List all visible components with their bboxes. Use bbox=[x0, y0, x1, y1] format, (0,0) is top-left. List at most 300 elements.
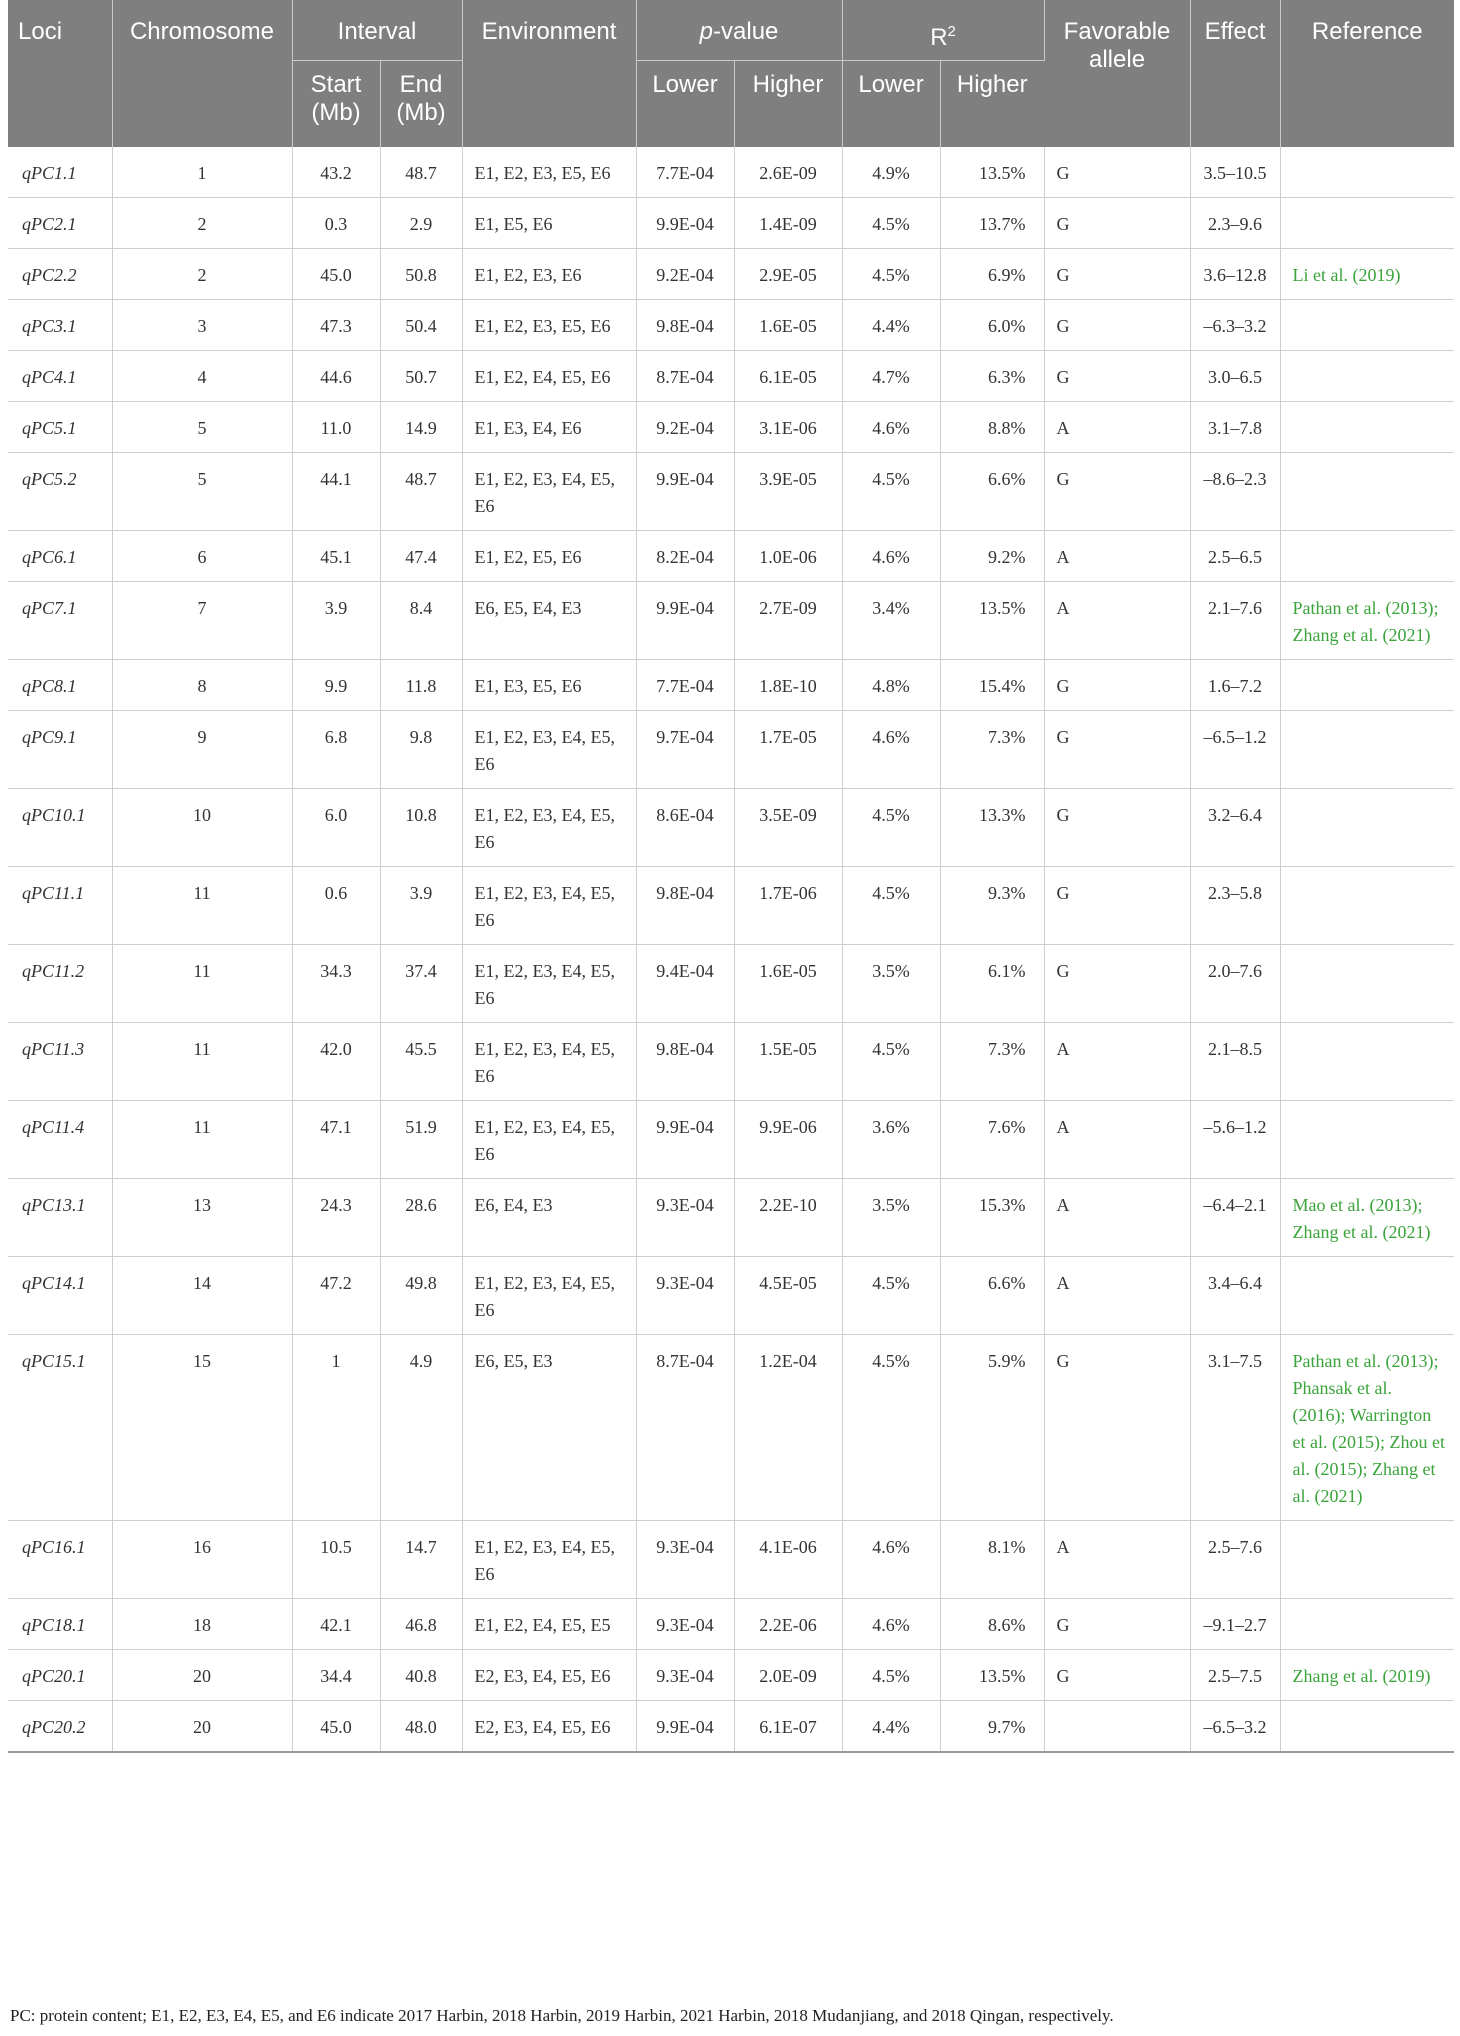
loci-cell: qPC13.1 bbox=[8, 1179, 112, 1257]
interval-start-cell: 6.8 bbox=[292, 711, 380, 789]
header-r2-higher: Higher bbox=[940, 61, 1044, 148]
header-favorable-allele: Favorable allele bbox=[1044, 0, 1190, 147]
pvalue-lower-cell: 9.9E-04 bbox=[636, 453, 734, 531]
interval-end-cell: 46.8 bbox=[380, 1599, 462, 1650]
pvalue-lower-cell: 9.9E-04 bbox=[636, 582, 734, 660]
effect-cell: 2.1–7.6 bbox=[1190, 582, 1280, 660]
loci-cell: qPC11.3 bbox=[8, 1023, 112, 1101]
pvalue-higher-cell: 2.2E-06 bbox=[734, 1599, 842, 1650]
loci-cell: qPC2.2 bbox=[8, 249, 112, 300]
pvalue-lower-cell: 9.2E-04 bbox=[636, 249, 734, 300]
pvalue-lower-cell: 7.7E-04 bbox=[636, 147, 734, 198]
pvalue-lower-cell: 9.9E-04 bbox=[636, 1101, 734, 1179]
chromosome-cell: 20 bbox=[112, 1650, 292, 1701]
chromosome-cell: 2 bbox=[112, 198, 292, 249]
favorable-allele-cell: A bbox=[1044, 1521, 1190, 1599]
table-row bbox=[8, 1023, 1454, 1101]
environment-cell: E1, E3, E4, E6 bbox=[462, 402, 636, 453]
loci-cell: qPC8.1 bbox=[8, 660, 112, 711]
favorable-allele-cell: G bbox=[1044, 867, 1190, 945]
r2-higher-cell: 8.8% bbox=[940, 402, 1044, 453]
interval-start-cell: 44.1 bbox=[292, 453, 380, 531]
table-row bbox=[8, 198, 1454, 249]
favorable-allele-cell: G bbox=[1044, 1599, 1190, 1650]
header-effect: Effect bbox=[1190, 0, 1280, 147]
r2-lower-cell: 4.6% bbox=[842, 1599, 940, 1650]
interval-start-cell: 42.0 bbox=[292, 1023, 380, 1101]
r2-lower-cell: 3.5% bbox=[842, 1179, 940, 1257]
effect-cell: 3.0–6.5 bbox=[1190, 351, 1280, 402]
r2-higher-cell: 13.3% bbox=[940, 789, 1044, 867]
loci-cell: qPC2.1 bbox=[8, 198, 112, 249]
header-pvalue-italic: p bbox=[699, 18, 714, 45]
favorable-allele-cell: A bbox=[1044, 1023, 1190, 1101]
pvalue-lower-cell: 8.2E-04 bbox=[636, 531, 734, 582]
effect-cell: 3.6–12.8 bbox=[1190, 249, 1280, 300]
table-row bbox=[8, 1650, 1454, 1701]
favorable-allele-cell: G bbox=[1044, 300, 1190, 351]
interval-end-cell: 50.8 bbox=[380, 249, 462, 300]
r2-lower-cell: 4.4% bbox=[842, 300, 940, 351]
environment-cell: E2, E3, E4, E5, E6 bbox=[462, 1650, 636, 1701]
interval-end-cell: 50.4 bbox=[380, 300, 462, 351]
r2-lower-cell: 4.5% bbox=[842, 198, 940, 249]
interval-start-cell: 34.4 bbox=[292, 1650, 380, 1701]
table-row bbox=[8, 300, 1454, 351]
pvalue-higher-cell: 1.8E-10 bbox=[734, 660, 842, 711]
chromosome-cell: 5 bbox=[112, 402, 292, 453]
r2-lower-cell: 3.4% bbox=[842, 582, 940, 660]
effect-cell: 3.1–7.5 bbox=[1190, 1335, 1280, 1521]
effect-cell: –8.6–2.3 bbox=[1190, 453, 1280, 531]
favorable-allele-cell: G bbox=[1044, 1335, 1190, 1521]
pvalue-lower-cell: 8.6E-04 bbox=[636, 789, 734, 867]
header-loci: Loci bbox=[8, 0, 112, 147]
reference-cell bbox=[1280, 711, 1454, 789]
chromosome-cell: 6 bbox=[112, 531, 292, 582]
interval-end-cell: 50.7 bbox=[380, 351, 462, 402]
effect-cell: 2.0–7.6 bbox=[1190, 945, 1280, 1023]
loci-cell: qPC6.1 bbox=[8, 531, 112, 582]
chromosome-cell: 3 bbox=[112, 300, 292, 351]
pvalue-higher-cell: 6.1E-07 bbox=[734, 1701, 842, 1753]
chromosome-cell: 11 bbox=[112, 1101, 292, 1179]
effect-cell: 3.2–6.4 bbox=[1190, 789, 1280, 867]
pvalue-higher-cell: 1.7E-05 bbox=[734, 711, 842, 789]
r2-higher-cell: 6.6% bbox=[940, 1257, 1044, 1335]
interval-start-cell: 42.1 bbox=[292, 1599, 380, 1650]
chromosome-cell: 11 bbox=[112, 945, 292, 1023]
r2-lower-cell: 4.5% bbox=[842, 1023, 940, 1101]
effect-cell: 3.4–6.4 bbox=[1190, 1257, 1280, 1335]
r2-lower-cell: 4.5% bbox=[842, 1257, 940, 1335]
pvalue-higher-cell: 6.1E-05 bbox=[734, 351, 842, 402]
reference-cell bbox=[1280, 351, 1454, 402]
pvalue-higher-cell: 3.1E-06 bbox=[734, 402, 842, 453]
pvalue-lower-cell: 9.8E-04 bbox=[636, 300, 734, 351]
favorable-allele-cell: G bbox=[1044, 945, 1190, 1023]
reference-cell: Pathan et al. (2013); Zhang et al. (2021) bbox=[1280, 582, 1454, 660]
interval-start-cell: 47.2 bbox=[292, 1257, 380, 1335]
loci-cell: qPC11.1 bbox=[8, 867, 112, 945]
r2-lower-cell: 4.5% bbox=[842, 867, 940, 945]
favorable-allele-cell: A bbox=[1044, 1179, 1190, 1257]
environment-cell: E1, E3, E5, E6 bbox=[462, 660, 636, 711]
chromosome-cell: 13 bbox=[112, 1179, 292, 1257]
chromosome-cell: 5 bbox=[112, 453, 292, 531]
reference-cell: Li et al. (2019) bbox=[1280, 249, 1454, 300]
effect-cell: 2.3–9.6 bbox=[1190, 198, 1280, 249]
table-row bbox=[8, 711, 1454, 789]
table-row bbox=[8, 402, 1454, 453]
pvalue-lower-cell: 9.8E-04 bbox=[636, 867, 734, 945]
favorable-allele-cell: G bbox=[1044, 660, 1190, 711]
table-row bbox=[8, 1101, 1454, 1179]
environment-cell: E1, E2, E3, E4, E5, E6 bbox=[462, 1521, 636, 1599]
r2-lower-cell: 4.5% bbox=[842, 1650, 940, 1701]
pvalue-lower-cell: 9.3E-04 bbox=[636, 1521, 734, 1599]
table-row bbox=[8, 660, 1454, 711]
header-pvalue bbox=[636, 0, 842, 61]
reference-cell: Mao et al. (2013); Zhang et al. (2021) bbox=[1280, 1179, 1454, 1257]
qtl-table-container bbox=[8, 0, 1454, 1753]
environment-cell: E1, E2, E3, E5, E6 bbox=[462, 300, 636, 351]
pvalue-higher-cell: 1.6E-05 bbox=[734, 300, 842, 351]
pvalue-higher-cell: 2.7E-09 bbox=[734, 582, 842, 660]
interval-start-cell: 47.1 bbox=[292, 1101, 380, 1179]
chromosome-cell: 1 bbox=[112, 147, 292, 198]
environment-cell: E1, E2, E3, E4, E5, E6 bbox=[462, 1023, 636, 1101]
pvalue-lower-cell: 9.3E-04 bbox=[636, 1599, 734, 1650]
table-row bbox=[8, 945, 1454, 1023]
pvalue-lower-cell: 9.3E-04 bbox=[636, 1179, 734, 1257]
pvalue-higher-cell: 1.0E-06 bbox=[734, 531, 842, 582]
reference-cell bbox=[1280, 945, 1454, 1023]
interval-start-cell: 45.0 bbox=[292, 1701, 380, 1753]
r2-lower-cell: 4.6% bbox=[842, 531, 940, 582]
header-interval: Interval bbox=[292, 0, 462, 61]
interval-start-cell: 44.6 bbox=[292, 351, 380, 402]
r2-lower-cell: 4.4% bbox=[842, 1701, 940, 1753]
environment-cell: E1, E2, E3, E4, E5, E6 bbox=[462, 867, 636, 945]
r2-lower-cell: 4.5% bbox=[842, 789, 940, 867]
pvalue-higher-cell: 1.5E-05 bbox=[734, 1023, 842, 1101]
interval-end-cell: 40.8 bbox=[380, 1650, 462, 1701]
reference-cell bbox=[1280, 1023, 1454, 1101]
loci-cell: qPC5.1 bbox=[8, 402, 112, 453]
pvalue-higher-cell: 1.2E-04 bbox=[734, 1335, 842, 1521]
interval-start-cell: 34.3 bbox=[292, 945, 380, 1023]
table-row bbox=[8, 531, 1454, 582]
environment-cell: E6, E5, E4, E3 bbox=[462, 582, 636, 660]
r2-lower-cell: 4.6% bbox=[842, 1521, 940, 1599]
chromosome-cell: 11 bbox=[112, 1023, 292, 1101]
r2-higher-cell: 9.2% bbox=[940, 531, 1044, 582]
pvalue-higher-cell: 2.2E-10 bbox=[734, 1179, 842, 1257]
loci-cell: qPC16.1 bbox=[8, 1521, 112, 1599]
loci-cell: qPC3.1 bbox=[8, 300, 112, 351]
reference-cell bbox=[1280, 531, 1454, 582]
chromosome-cell: 4 bbox=[112, 351, 292, 402]
interval-end-cell: 14.9 bbox=[380, 402, 462, 453]
loci-cell: qPC18.1 bbox=[8, 1599, 112, 1650]
r2-higher-cell: 6.3% bbox=[940, 351, 1044, 402]
environment-cell: E1, E2, E3, E4, E5, E6 bbox=[462, 789, 636, 867]
interval-start-cell: 47.3 bbox=[292, 300, 380, 351]
effect-cell: 3.1–7.8 bbox=[1190, 402, 1280, 453]
chromosome-cell: 7 bbox=[112, 582, 292, 660]
pvalue-lower-cell: 7.7E-04 bbox=[636, 660, 734, 711]
loci-cell: qPC20.1 bbox=[8, 1650, 112, 1701]
pvalue-higher-cell: 9.9E-06 bbox=[734, 1101, 842, 1179]
environment-cell: E2, E3, E4, E5, E6 bbox=[462, 1701, 636, 1753]
chromosome-cell: 20 bbox=[112, 1701, 292, 1753]
table-row bbox=[8, 789, 1454, 867]
header-environment: Environment bbox=[462, 0, 636, 147]
pvalue-higher-cell: 1.6E-05 bbox=[734, 945, 842, 1023]
table-footnote: PC: protein content; E1, E2, E3, E4, E5, and E6 indicate 2017 Harbin, 2018 Harbin, 2019 Harbin, 2021 Harbin, 2018 Mudanjiang, and 2018 Qingan, respectively. bbox=[10, 2006, 1114, 2025]
pvalue-higher-cell: 2.9E-05 bbox=[734, 249, 842, 300]
r2-lower-cell: 4.5% bbox=[842, 249, 940, 300]
reference-cell bbox=[1280, 660, 1454, 711]
pvalue-higher-cell: 3.5E-09 bbox=[734, 789, 842, 867]
loci-cell: qPC15.1 bbox=[8, 1335, 112, 1521]
effect-cell: –6.4–2.1 bbox=[1190, 1179, 1280, 1257]
pvalue-lower-cell: 9.3E-04 bbox=[636, 1257, 734, 1335]
favorable-allele-cell: G bbox=[1044, 711, 1190, 789]
r2-higher-cell: 7.6% bbox=[940, 1101, 1044, 1179]
pvalue-lower-cell: 9.9E-04 bbox=[636, 1701, 734, 1753]
loci-cell: qPC5.2 bbox=[8, 453, 112, 531]
pvalue-lower-cell: 9.8E-04 bbox=[636, 1023, 734, 1101]
interval-end-cell: 49.8 bbox=[380, 1257, 462, 1335]
interval-end-cell: 47.4 bbox=[380, 531, 462, 582]
chromosome-cell: 8 bbox=[112, 660, 292, 711]
environment-cell: E6, E5, E3 bbox=[462, 1335, 636, 1521]
header-r2-sup: 2 bbox=[947, 23, 956, 40]
interval-end-cell: 48.0 bbox=[380, 1701, 462, 1753]
loci-cell: qPC10.1 bbox=[8, 789, 112, 867]
r2-higher-cell: 8.6% bbox=[940, 1599, 1044, 1650]
table-row bbox=[8, 582, 1454, 660]
interval-start-cell: 0.6 bbox=[292, 867, 380, 945]
r2-higher-cell: 7.3% bbox=[940, 1023, 1044, 1101]
interval-end-cell: 14.7 bbox=[380, 1521, 462, 1599]
interval-start-cell: 6.0 bbox=[292, 789, 380, 867]
loci-cell: qPC9.1 bbox=[8, 711, 112, 789]
interval-start-cell: 9.9 bbox=[292, 660, 380, 711]
effect-cell: –6.3–3.2 bbox=[1190, 300, 1280, 351]
pvalue-lower-cell: 9.4E-04 bbox=[636, 945, 734, 1023]
effect-cell: –5.6–1.2 bbox=[1190, 1101, 1280, 1179]
qtl-table bbox=[8, 0, 1454, 1753]
interval-end-cell: 11.8 bbox=[380, 660, 462, 711]
favorable-allele-cell: G bbox=[1044, 453, 1190, 531]
favorable-allele-cell: G bbox=[1044, 198, 1190, 249]
effect-cell: 2.5–7.6 bbox=[1190, 1521, 1280, 1599]
table-row bbox=[8, 1599, 1454, 1650]
r2-lower-cell: 4.6% bbox=[842, 711, 940, 789]
loci-cell: qPC1.1 bbox=[8, 147, 112, 198]
pvalue-higher-cell: 3.9E-05 bbox=[734, 453, 842, 531]
chromosome-cell: 16 bbox=[112, 1521, 292, 1599]
environment-cell: E1, E5, E6 bbox=[462, 198, 636, 249]
r2-higher-cell: 6.1% bbox=[940, 945, 1044, 1023]
loci-cell: qPC4.1 bbox=[8, 351, 112, 402]
r2-higher-cell: 6.0% bbox=[940, 300, 1044, 351]
header-r2-base: R bbox=[930, 24, 948, 51]
r2-lower-cell: 4.9% bbox=[842, 147, 940, 198]
favorable-allele-cell: G bbox=[1044, 147, 1190, 198]
interval-start-cell: 0.3 bbox=[292, 198, 380, 249]
favorable-allele-cell: G bbox=[1044, 1650, 1190, 1701]
reference-cell bbox=[1280, 867, 1454, 945]
interval-end-cell: 9.8 bbox=[380, 711, 462, 789]
interval-end-cell: 28.6 bbox=[380, 1179, 462, 1257]
reference-cell bbox=[1280, 1599, 1454, 1650]
interval-end-cell: 3.9 bbox=[380, 867, 462, 945]
favorable-allele-cell: G bbox=[1044, 351, 1190, 402]
environment-cell: E1, E2, E3, E4, E5, E6 bbox=[462, 1101, 636, 1179]
r2-lower-cell: 4.5% bbox=[842, 453, 940, 531]
r2-higher-cell: 9.7% bbox=[940, 1701, 1044, 1753]
reference-cell bbox=[1280, 1521, 1454, 1599]
reference-cell bbox=[1280, 453, 1454, 531]
pvalue-higher-cell: 2.0E-09 bbox=[734, 1650, 842, 1701]
effect-cell: 2.1–8.5 bbox=[1190, 1023, 1280, 1101]
header-interval-start: Start (Mb) bbox=[292, 61, 380, 148]
table-row bbox=[8, 351, 1454, 402]
chromosome-cell: 11 bbox=[112, 867, 292, 945]
r2-higher-cell: 13.5% bbox=[940, 147, 1044, 198]
effect-cell: 2.3–5.8 bbox=[1190, 867, 1280, 945]
environment-cell: E1, E2, E3, E4, E5, E6 bbox=[462, 711, 636, 789]
r2-lower-cell: 4.5% bbox=[842, 1335, 940, 1521]
interval-start-cell: 10.5 bbox=[292, 1521, 380, 1599]
table-row bbox=[8, 249, 1454, 300]
effect-cell: 2.5–7.5 bbox=[1190, 1650, 1280, 1701]
interval-start-cell: 45.0 bbox=[292, 249, 380, 300]
r2-lower-cell: 4.8% bbox=[842, 660, 940, 711]
reference-cell bbox=[1280, 300, 1454, 351]
r2-higher-cell: 13.7% bbox=[940, 198, 1044, 249]
table-header bbox=[8, 0, 1454, 147]
header-r2-lower: Lower bbox=[842, 61, 940, 148]
reference-cell bbox=[1280, 1101, 1454, 1179]
pvalue-lower-cell: 8.7E-04 bbox=[636, 351, 734, 402]
chromosome-cell: 9 bbox=[112, 711, 292, 789]
effect-cell: –6.5–1.2 bbox=[1190, 711, 1280, 789]
header-r2 bbox=[842, 0, 1044, 61]
reference-cell bbox=[1280, 147, 1454, 198]
r2-lower-cell: 3.5% bbox=[842, 945, 940, 1023]
pvalue-lower-cell: 9.2E-04 bbox=[636, 402, 734, 453]
r2-higher-cell: 5.9% bbox=[940, 1335, 1044, 1521]
loci-cell: qPC7.1 bbox=[8, 582, 112, 660]
reference-cell bbox=[1280, 1701, 1454, 1753]
table-row bbox=[8, 1335, 1454, 1521]
reference-cell bbox=[1280, 789, 1454, 867]
pvalue-higher-cell: 2.6E-09 bbox=[734, 147, 842, 198]
effect-cell: 3.5–10.5 bbox=[1190, 147, 1280, 198]
favorable-allele-cell: A bbox=[1044, 531, 1190, 582]
interval-end-cell: 8.4 bbox=[380, 582, 462, 660]
table-row bbox=[8, 1179, 1454, 1257]
r2-higher-cell: 6.6% bbox=[940, 453, 1044, 531]
pvalue-higher-cell: 1.7E-06 bbox=[734, 867, 842, 945]
effect-cell: 2.5–6.5 bbox=[1190, 531, 1280, 582]
loci-cell: qPC11.4 bbox=[8, 1101, 112, 1179]
chromosome-cell: 15 bbox=[112, 1335, 292, 1521]
header-reference: Reference bbox=[1280, 0, 1454, 147]
pvalue-higher-cell: 1.4E-09 bbox=[734, 198, 842, 249]
favorable-allele-cell: A bbox=[1044, 582, 1190, 660]
r2-higher-cell: 6.9% bbox=[940, 249, 1044, 300]
header-chromosome: Chromosome bbox=[112, 0, 292, 147]
r2-lower-cell: 4.7% bbox=[842, 351, 940, 402]
favorable-allele-cell: G bbox=[1044, 249, 1190, 300]
r2-lower-cell: 3.6% bbox=[842, 1101, 940, 1179]
effect-cell: –9.1–2.7 bbox=[1190, 1599, 1280, 1650]
pvalue-lower-cell: 9.3E-04 bbox=[636, 1650, 734, 1701]
environment-cell: E1, E2, E3, E4, E5, E6 bbox=[462, 1257, 636, 1335]
interval-end-cell: 51.9 bbox=[380, 1101, 462, 1179]
interval-end-cell: 2.9 bbox=[380, 198, 462, 249]
table-row bbox=[8, 1701, 1454, 1753]
environment-cell: E1, E2, E4, E5, E6 bbox=[462, 351, 636, 402]
loci-cell: qPC14.1 bbox=[8, 1257, 112, 1335]
pvalue-lower-cell: 9.9E-04 bbox=[636, 198, 734, 249]
table-row bbox=[8, 1257, 1454, 1335]
header-interval-end: End (Mb) bbox=[380, 61, 462, 148]
chromosome-cell: 10 bbox=[112, 789, 292, 867]
r2-higher-cell: 7.3% bbox=[940, 711, 1044, 789]
r2-higher-cell: 15.3% bbox=[940, 1179, 1044, 1257]
environment-cell: E1, E2, E3, E4, E5, E6 bbox=[462, 945, 636, 1023]
header-pvalue-lower: Lower bbox=[636, 61, 734, 148]
interval-end-cell: 48.7 bbox=[380, 453, 462, 531]
environment-cell: E6, E4, E3 bbox=[462, 1179, 636, 1257]
pvalue-lower-cell: 9.7E-04 bbox=[636, 711, 734, 789]
table-body bbox=[8, 147, 1454, 1752]
header-pvalue-rest: -value bbox=[713, 18, 779, 45]
environment-cell: E1, E2, E5, E6 bbox=[462, 531, 636, 582]
interval-end-cell: 10.8 bbox=[380, 789, 462, 867]
r2-higher-cell: 8.1% bbox=[940, 1521, 1044, 1599]
interval-end-cell: 37.4 bbox=[380, 945, 462, 1023]
header-pvalue-higher: Higher bbox=[734, 61, 842, 148]
chromosome-cell: 2 bbox=[112, 249, 292, 300]
r2-higher-cell: 15.4% bbox=[940, 660, 1044, 711]
chromosome-cell: 14 bbox=[112, 1257, 292, 1335]
r2-lower-cell: 4.6% bbox=[842, 402, 940, 453]
reference-cell bbox=[1280, 1257, 1454, 1335]
interval-start-cell: 3.9 bbox=[292, 582, 380, 660]
table-row bbox=[8, 453, 1454, 531]
chromosome-cell: 18 bbox=[112, 1599, 292, 1650]
environment-cell: E1, E2, E3, E4, E5, E6 bbox=[462, 453, 636, 531]
reference-cell bbox=[1280, 198, 1454, 249]
interval-start-cell: 24.3 bbox=[292, 1179, 380, 1257]
r2-higher-cell: 13.5% bbox=[940, 582, 1044, 660]
interval-end-cell: 4.9 bbox=[380, 1335, 462, 1521]
interval-start-cell: 45.1 bbox=[292, 531, 380, 582]
favorable-allele-cell: G bbox=[1044, 789, 1190, 867]
r2-higher-cell: 9.3% bbox=[940, 867, 1044, 945]
interval-start-cell: 11.0 bbox=[292, 402, 380, 453]
favorable-allele-cell: A bbox=[1044, 402, 1190, 453]
interval-end-cell: 45.5 bbox=[380, 1023, 462, 1101]
